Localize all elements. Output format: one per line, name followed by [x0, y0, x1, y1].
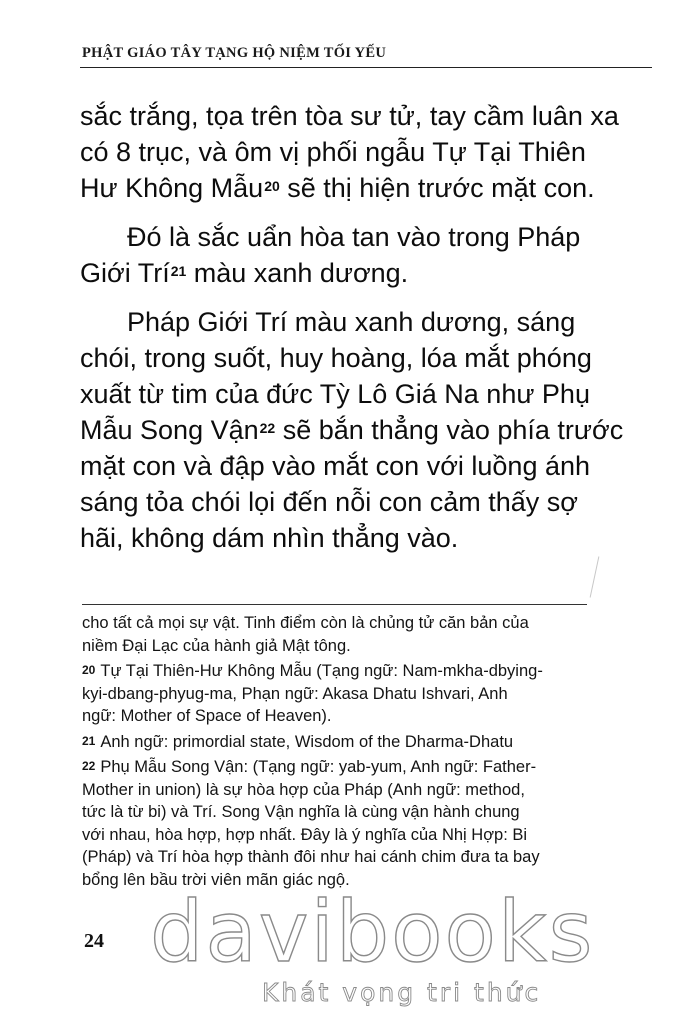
footnotes-section [82, 612, 642, 894]
watermark-tagline: Khát vọng tri thức [262, 978, 542, 1007]
text-line: xuất từ tim của đức Tỳ Lô Giá Na như Phụ [80, 379, 590, 409]
footnote-line: $^{20}$ Tự Tại Thiên-Hư Không Mẫu (Tạng ngữ: Nam-mkha-dbying- [82, 662, 543, 680]
footnote-line: bổng lên bầu trời viên mãn giác ngộ. [82, 870, 350, 889]
footnote-20 [82, 660, 642, 728]
footnote-ref-21[interactable]: 21 [170, 263, 187, 279]
footnote-line: tức là từ bi) và Trí. Song Vận nghĩa là cùng vận hành chung [82, 803, 520, 821]
text-line: Giới Trí$^{21}$ màu xanh dương. [80, 258, 409, 288]
footnote-21 [82, 731, 642, 754]
footnote-line: với nhau, hòa hợp, hợp nhất. Đây là ý nghĩa của Nhị Hợp: Bi [82, 825, 528, 844]
watermark-logo: davibooks [150, 883, 595, 981]
footnote-line: $^{21}$ Anh ngữ: primordial state, Wisdom of the Dharma-Dhatu [82, 732, 514, 751]
text-line: sắc trắng, tọa trên tòa sư tử, tay cầm luân xa [80, 101, 619, 131]
footnote-ref-20[interactable]: 20 [264, 178, 280, 194]
text-line: chói, trong suốt, huy hoàng, lóa mắt phóng [80, 343, 592, 373]
footnote-line: $^{22}$ Phụ Mẫu Song Vận: (Tạng ngữ: yab-yum, Anh ngữ: Father- [82, 758, 537, 776]
footnote-line: Mother in union) là sự hòa hợp của Pháp (Anh ngữ: method, [82, 780, 525, 799]
text-line: mặt con và đập vào mắt con với luồng ánh [80, 451, 591, 481]
text-line: Đó là sắc uẩn hòa tan vào trong Pháp [127, 222, 581, 252]
footnote-line: cho tất cả mọi sự vật. Tinh điểm còn là chủng tử căn bản của [82, 614, 529, 632]
footnote-number: 21 [82, 733, 96, 748]
text-line: hãi, không dám nhìn thẳng vào. [80, 523, 459, 553]
footnote-line: ngữ: Mother of Space of Heaven). [82, 707, 332, 725]
footnote-number: 20 [82, 663, 96, 677]
footnote-divider [82, 604, 587, 605]
running-header: PHẬT GIÁO TÂY TẠNG HỘ NIỆM TỐI YẾU [82, 45, 387, 61]
text-line: có 8 trục, và ôm vị phối ngẫu Tự Tại Thiên [80, 137, 586, 167]
footnote-line: kyi-dbang-phyug-ma, Phạn ngữ: Akasa Dhatu Ishvari, Anh [82, 684, 508, 703]
text-line: sáng tỏa chói lọi đến nỗi con cảm thấy sợ [80, 487, 578, 517]
paragraph-1 [80, 98, 652, 206]
paragraph-3 [80, 304, 652, 556]
text-line: Pháp Giới Trí màu xanh dương, sáng [127, 307, 576, 337]
footnote-number: 22 [82, 759, 96, 773]
footnote-ref-22[interactable]: 22 [259, 420, 276, 436]
paragraph-2 [80, 219, 652, 291]
main-text [80, 98, 652, 569]
footnote-continued [82, 612, 642, 657]
text-line: Mẫu Song Vận$^{22}$ sẽ bắn thẳng vào phía trước [80, 415, 624, 445]
footnote-22 [82, 756, 642, 891]
footnote-line: niềm Đại Lạc của hành giả Mật tông. [82, 636, 351, 655]
page-number: 24 [84, 930, 104, 952]
text-line: Hư Không Mẫu$^{20}$ sẽ thị hiện trước mặt con. [80, 173, 595, 203]
header-divider [80, 67, 652, 68]
footnote-line: (Pháp) và Trí hòa hợp thành đôi như hai cánh chim đưa ta bay [82, 848, 540, 866]
